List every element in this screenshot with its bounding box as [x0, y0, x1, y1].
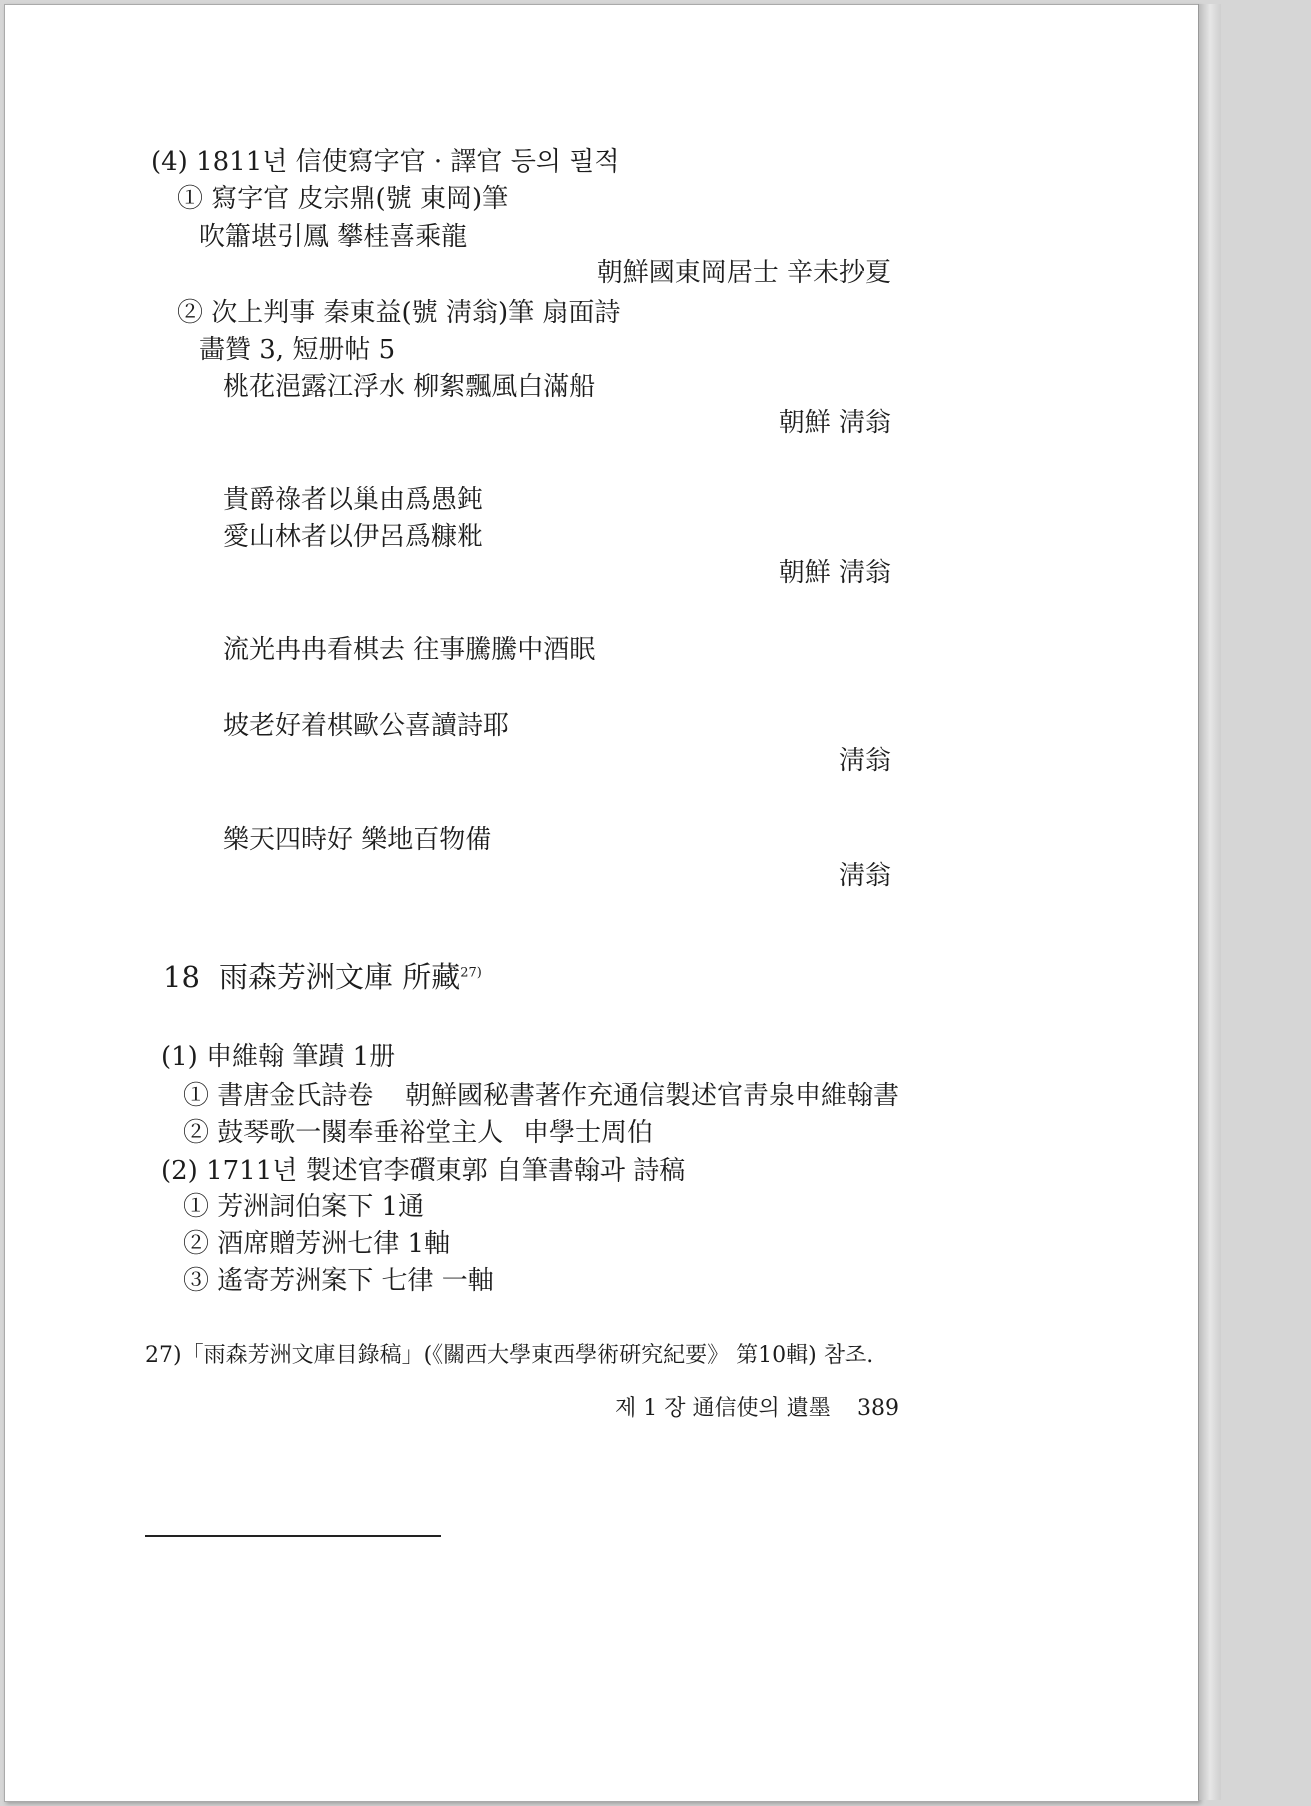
running-footer-chapter: 제 1 장 通信使의 遺墨: [615, 1396, 831, 1421]
item-2-title: ② 次上判事 秦東益(號 淸翁)筆 扇面詩: [177, 298, 621, 328]
footnote-ref: 27): [460, 965, 482, 981]
footnote-divider: [145, 1535, 441, 1537]
subsection-1-item-2-right: 申學士周伯: [523, 1118, 654, 1148]
page-edge-shadow: [1198, 4, 1221, 1800]
poem-5: 樂天四時好 樂地百物備: [223, 825, 492, 855]
signature-4: 淸翁: [838, 746, 891, 776]
item-1-poem: 吹簫堪引鳳 攀桂喜乘龍: [199, 222, 468, 252]
section-18-title-line: [219, 960, 482, 994]
subsection-1-heading: (1) 申維翰 筆蹟 1册: [161, 1042, 396, 1072]
poem-3: 流光冉冉看棋去 往事騰騰中酒眠: [223, 635, 596, 665]
page-number: 389: [857, 1396, 899, 1421]
poem-4: 坡老好着棋歐公喜讀詩耶: [223, 711, 510, 741]
signature-2: 朝鮮 淸翁: [778, 558, 891, 588]
signature-5: 淸翁: [838, 861, 891, 891]
subsection-1-item-1-left: ① 書唐金氏詩卷: [183, 1081, 374, 1111]
subsection-2-item-3: ③ 遙寄芳洲案下 七律 一軸: [183, 1266, 494, 1296]
poem-2-line-2: 愛山林者以伊呂爲糠粃: [223, 522, 484, 552]
subsection-1-item-1-right: 朝鮮國秘書著作充通信製述官靑泉申維翰書: [405, 1081, 900, 1111]
poem-2-line-1: 貴爵祿者以巢由爲愚鈍: [223, 485, 484, 515]
section-4-heading: (4) 1811년 信使寫字官 · 譯官 등의 필적: [151, 147, 620, 177]
item-1-signature: 朝鮮國東岡居士 辛未抄夏: [596, 258, 891, 288]
item-2-subtitle: 畵贊 3, 短册帖 5: [199, 335, 396, 365]
item-1-title: ① 寫字官 皮宗鼎(號 東岡)筆: [177, 184, 509, 214]
section-18-title: 雨森芳洲文庫 所藏: [219, 960, 461, 994]
poem-1: 桃花浥露江浮水 柳絮飄風白滿船: [223, 372, 596, 402]
document-page: [4, 4, 1199, 1802]
signature-1: 朝鮮 淸翁: [778, 408, 891, 438]
subsection-2-heading: (2) 1711년 製述官李礥東郭 自筆書翰과 詩稿: [161, 1156, 686, 1186]
footnote-text: 27)「雨森芳洲文庫目錄稿」(《關西大學東西學術硏究紀要》 第10輯) 참조.: [145, 1343, 874, 1368]
subsection-1-item-2-left: ② 鼓琴歌一闋奉垂裕堂主人: [183, 1118, 504, 1148]
subsection-2-item-1: ① 芳洲詞伯案下 1通: [183, 1192, 425, 1222]
section-18-number: 18: [163, 960, 200, 994]
subsection-2-item-2: ② 酒席贈芳洲七律 1軸: [183, 1229, 451, 1259]
